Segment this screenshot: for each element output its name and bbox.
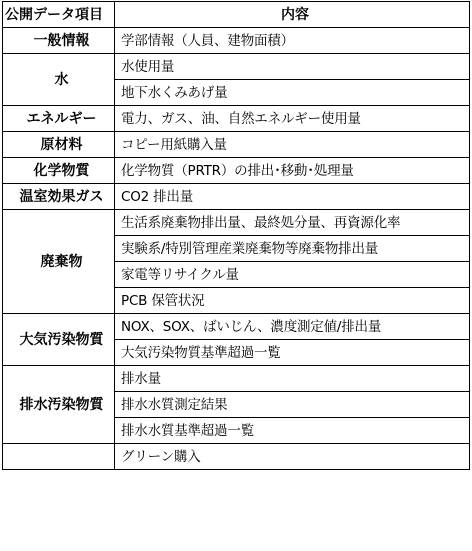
table-row — [3, 132, 470, 158]
category-cell: エネルギー — [3, 106, 115, 132]
category-cell — [3, 444, 115, 470]
item-cell: 排水量 — [115, 366, 470, 392]
item-cell: 実験系/特別管理産業廃棄物等廃棄物排出量 — [115, 236, 470, 262]
item-cell: 学部情報（人員、建物面積） — [115, 28, 470, 54]
public-data-table — [2, 1, 470, 470]
item-cell: 生活系廃棄物排出量、最終処分量、再資源化率 — [115, 210, 470, 236]
table-row — [3, 54, 470, 80]
item-cell: 家電等リサイクル量 — [115, 262, 470, 288]
item-cell: 地下水くみあげ量 — [115, 80, 470, 106]
table-row — [3, 314, 470, 340]
table-row — [3, 158, 470, 184]
category-cell: 一般情報 — [3, 28, 115, 54]
item-cell: 排水水質基準超過一覧 — [115, 418, 470, 444]
data-table-container — [2, 1, 470, 470]
item-cell: コピー用紙購入量 — [115, 132, 470, 158]
item-cell: 大気汚染物質基準超過一覧 — [115, 340, 470, 366]
category-cell: 温室効果ガス — [3, 184, 115, 210]
item-cell: CO2 排出量 — [115, 184, 470, 210]
item-cell: NOX、SOX、ばいじん、濃度測定値/排出量 — [115, 314, 470, 340]
item-cell: 電力、ガス、油、自然エネルギー使用量 — [115, 106, 470, 132]
table-header-row — [3, 2, 470, 28]
table-body — [3, 28, 470, 470]
item-cell: グリーン購入 — [115, 444, 470, 470]
table-row — [3, 210, 470, 236]
category-cell: 水 — [3, 54, 115, 106]
header-content: 内容 — [115, 2, 470, 28]
category-cell: 排水汚染物質 — [3, 366, 115, 444]
table-row — [3, 184, 470, 210]
item-cell: 化学物質（PRTR）の排出･移動･処理量 — [115, 158, 470, 184]
item-cell: PCB 保管状況 — [115, 288, 470, 314]
category-cell: 原材料 — [3, 132, 115, 158]
item-cell: 排水水質測定結果 — [115, 392, 470, 418]
table-row — [3, 444, 470, 470]
table-row — [3, 366, 470, 392]
category-cell: 廃棄物 — [3, 210, 115, 314]
table-row — [3, 28, 470, 54]
header-data-item: 公開データ項目 — [3, 2, 115, 28]
table-row — [3, 106, 470, 132]
category-cell: 化学物質 — [3, 158, 115, 184]
item-cell: 水使用量 — [115, 54, 470, 80]
category-cell: 大気汚染物質 — [3, 314, 115, 366]
